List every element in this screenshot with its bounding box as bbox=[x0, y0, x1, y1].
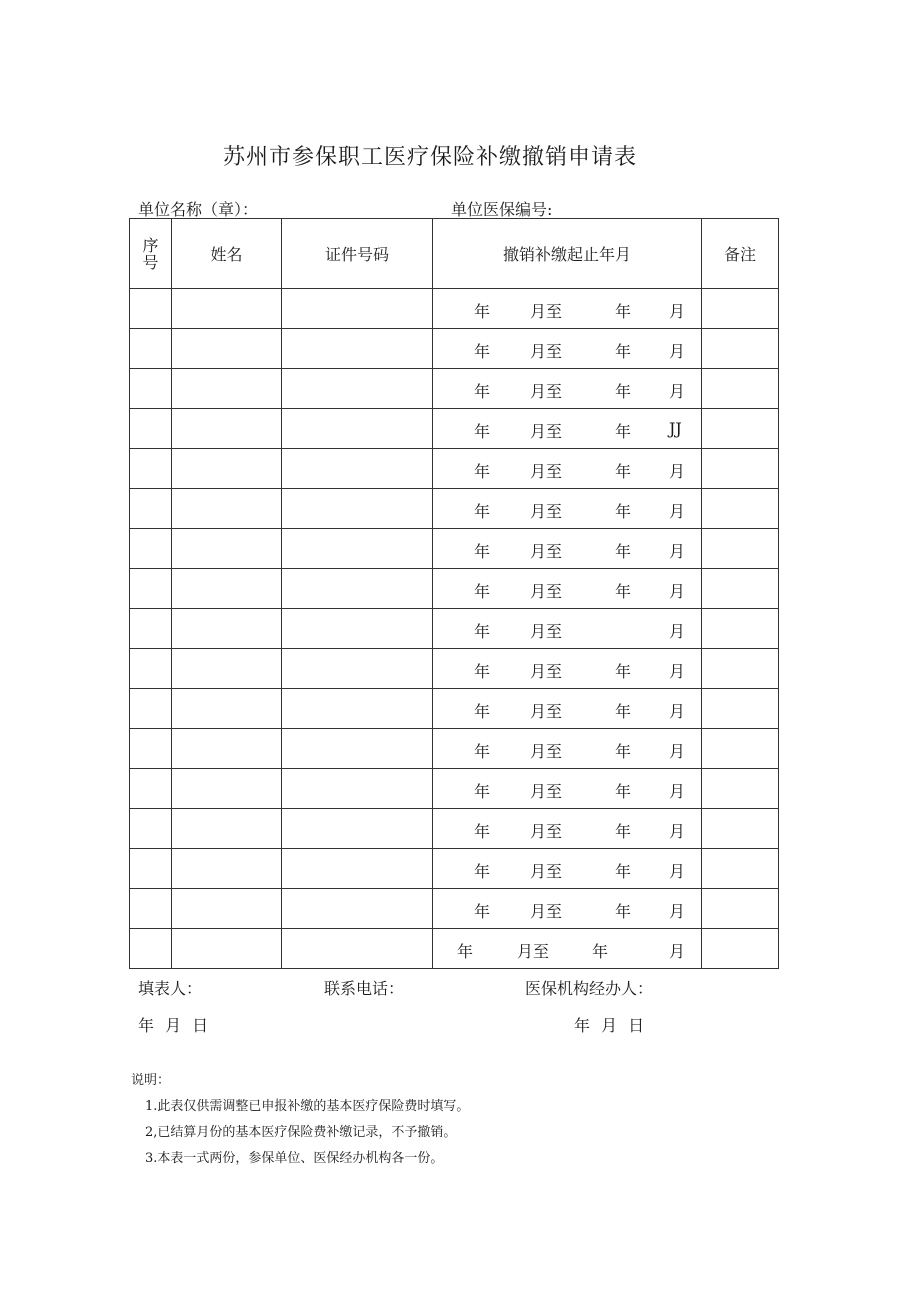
end-month-label: 月 bbox=[669, 742, 686, 761]
unit-code-label: 单位医保编号: bbox=[451, 200, 553, 219]
id-number-cell[interactable] bbox=[282, 569, 433, 609]
unit-name-label: 单位名称（章）： bbox=[138, 200, 259, 219]
id-number-cell[interactable] bbox=[282, 809, 433, 849]
table-row bbox=[130, 329, 779, 369]
end-year-label: 年 bbox=[615, 582, 632, 601]
end-month-label: 月 bbox=[669, 622, 686, 641]
id-number-cell[interactable] bbox=[282, 449, 433, 489]
id-number-cell[interactable] bbox=[282, 689, 433, 729]
table-row bbox=[130, 489, 779, 529]
notes bbox=[131, 1068, 469, 1172]
id-number-cell[interactable] bbox=[282, 729, 433, 769]
end-month-label: 月 bbox=[669, 782, 686, 801]
table-row bbox=[130, 689, 779, 729]
end-month-label: 月 bbox=[669, 902, 686, 921]
seq-cell[interactable] bbox=[130, 649, 172, 689]
end-year-label: 年 bbox=[615, 902, 632, 921]
id-number-cell[interactable] bbox=[282, 769, 433, 809]
period-cell[interactable] bbox=[433, 409, 702, 449]
start-month-label: 月至 bbox=[530, 382, 563, 401]
name-cell[interactable] bbox=[172, 329, 282, 369]
id-number-cell[interactable] bbox=[282, 369, 433, 409]
name-cell[interactable] bbox=[172, 369, 282, 409]
table-row bbox=[130, 769, 779, 809]
id-number-header: 证件号码 bbox=[282, 219, 433, 289]
name-header: 姓名 bbox=[172, 219, 282, 289]
remark-cell[interactable] bbox=[702, 769, 779, 809]
end-month-label: 月 bbox=[669, 382, 686, 401]
period-cell[interactable] bbox=[433, 769, 702, 809]
name-cell[interactable] bbox=[172, 929, 282, 969]
period-cell[interactable] bbox=[433, 929, 702, 969]
name-cell[interactable] bbox=[172, 809, 282, 849]
seq-cell[interactable] bbox=[130, 409, 172, 449]
id-number-cell[interactable] bbox=[282, 849, 433, 889]
end-month-label: 月 bbox=[669, 502, 686, 521]
start-year-label: 年 bbox=[474, 302, 491, 321]
id-number-cell[interactable] bbox=[282, 409, 433, 449]
end-year-label: 年 bbox=[615, 822, 632, 841]
end-year-label: 年 bbox=[615, 382, 632, 401]
seq-cell[interactable] bbox=[130, 369, 172, 409]
note-item: 2,已结算月份的基本医疗保险费补缴记录，不予撤销。 bbox=[145, 1125, 457, 1140]
seq-cell[interactable] bbox=[130, 569, 172, 609]
id-number-cell[interactable] bbox=[282, 289, 433, 329]
end-year-label: 年 bbox=[615, 462, 632, 481]
name-cell[interactable] bbox=[172, 289, 282, 329]
date-left: 年 月 日 bbox=[138, 1016, 209, 1035]
name-cell[interactable] bbox=[172, 529, 282, 569]
start-year-label: 年 bbox=[474, 542, 491, 561]
seq-cell[interactable] bbox=[130, 609, 172, 649]
phone-label: 联系电话： bbox=[324, 979, 405, 998]
end-year-label: 年 bbox=[615, 542, 632, 561]
start-month-label: 月至 bbox=[530, 542, 563, 561]
remark-cell[interactable] bbox=[702, 449, 779, 489]
end-month-label: 月 bbox=[669, 582, 686, 601]
table-row bbox=[130, 609, 779, 649]
period-cell[interactable] bbox=[433, 609, 702, 649]
end-month-label: 月 bbox=[669, 342, 686, 361]
start-month-label: 月至 bbox=[530, 902, 563, 921]
seq-cell[interactable] bbox=[130, 689, 172, 729]
end-year-label: 年 bbox=[615, 302, 632, 321]
end-month-label: 月 bbox=[669, 662, 686, 681]
start-year-label: 年 bbox=[457, 942, 474, 961]
seq-cell[interactable] bbox=[130, 529, 172, 569]
period-cell[interactable] bbox=[433, 849, 702, 889]
id-number-cell[interactable] bbox=[282, 889, 433, 929]
start-month-label: 月至 bbox=[530, 822, 563, 841]
name-cell[interactable] bbox=[172, 569, 282, 609]
remark-cell[interactable] bbox=[702, 489, 779, 529]
id-number-cell[interactable] bbox=[282, 489, 433, 529]
start-year-label: 年 bbox=[474, 822, 491, 841]
filler-label: 填表人： bbox=[138, 979, 203, 998]
end-year-label: 年 bbox=[615, 662, 632, 681]
start-year-label: 年 bbox=[474, 502, 491, 521]
start-month-label: 月至 bbox=[530, 502, 563, 521]
table-row bbox=[130, 409, 779, 449]
remark-cell[interactable] bbox=[702, 329, 779, 369]
seq-cell[interactable] bbox=[130, 329, 172, 369]
end-month-label: 月 bbox=[669, 302, 686, 321]
start-month-label: 月至 bbox=[530, 742, 563, 761]
start-year-label: 年 bbox=[474, 862, 491, 881]
id-number-cell[interactable] bbox=[282, 329, 433, 369]
table-row bbox=[130, 809, 779, 849]
notes-heading: 说明： bbox=[131, 1073, 171, 1088]
id-number-cell[interactable] bbox=[282, 529, 433, 569]
seq-cell[interactable] bbox=[130, 809, 172, 849]
seq-cell[interactable] bbox=[130, 489, 172, 529]
start-year-label: 年 bbox=[474, 702, 491, 721]
end-year-label: 年 bbox=[615, 702, 632, 721]
end-year-label: 年 bbox=[615, 742, 632, 761]
seq-cell[interactable] bbox=[130, 289, 172, 329]
end-year-label: 年 bbox=[615, 862, 632, 881]
table-row bbox=[130, 929, 779, 969]
id-number-cell[interactable] bbox=[282, 929, 433, 969]
remark-cell[interactable] bbox=[702, 289, 779, 329]
period-cell[interactable] bbox=[433, 289, 702, 329]
table-row bbox=[130, 889, 779, 929]
end-month-label: 月 bbox=[669, 462, 686, 481]
start-month-label: 月至 bbox=[530, 302, 563, 321]
start-month-label: 月至 bbox=[530, 342, 563, 361]
name-cell[interactable] bbox=[172, 889, 282, 929]
end-year-label: 年 bbox=[615, 342, 632, 361]
remark-cell[interactable] bbox=[702, 409, 779, 449]
name-cell[interactable] bbox=[172, 769, 282, 809]
period-cell[interactable] bbox=[433, 649, 702, 689]
name-cell[interactable] bbox=[172, 689, 282, 729]
table-row bbox=[130, 649, 779, 689]
id-number-cell[interactable] bbox=[282, 609, 433, 649]
remark-cell[interactable] bbox=[702, 689, 779, 729]
name-cell[interactable] bbox=[172, 449, 282, 489]
start-year-label: 年 bbox=[474, 422, 491, 441]
start-month-label: 月至 bbox=[530, 622, 563, 641]
table-row bbox=[130, 569, 779, 609]
remark-cell[interactable] bbox=[702, 729, 779, 769]
table-row bbox=[130, 369, 779, 409]
start-year-label: 年 bbox=[474, 622, 491, 641]
period-cell[interactable] bbox=[433, 489, 702, 529]
period-cell[interactable] bbox=[433, 729, 702, 769]
start-month-label: 月至 bbox=[530, 782, 563, 801]
period-cell[interactable] bbox=[433, 569, 702, 609]
remark-cell[interactable] bbox=[702, 609, 779, 649]
name-cell[interactable] bbox=[172, 409, 282, 449]
start-month-label: 月至 bbox=[530, 422, 563, 441]
handler-label: 医保机构经办人： bbox=[525, 979, 654, 998]
end-month-label: 月 bbox=[669, 542, 686, 561]
name-cell[interactable] bbox=[172, 489, 282, 529]
start-year-label: 年 bbox=[474, 782, 491, 801]
remark-cell[interactable] bbox=[702, 529, 779, 569]
start-month-label: 月至 bbox=[530, 862, 563, 881]
start-month-label: 月至 bbox=[517, 942, 550, 961]
form-title: 苏州市参保职工医疗保险补缴撤销申请表 bbox=[222, 145, 637, 170]
table-row bbox=[130, 289, 779, 329]
name-cell[interactable] bbox=[172, 609, 282, 649]
id-number-cell[interactable] bbox=[282, 649, 433, 689]
start-month-label: 月至 bbox=[530, 662, 563, 681]
remark-cell[interactable] bbox=[702, 569, 779, 609]
note-item: 1.此表仅供需调整已申报补缴的基本医疗保险费时填写。 bbox=[145, 1099, 470, 1114]
name-cell[interactable] bbox=[172, 649, 282, 689]
remark-cell[interactable] bbox=[702, 929, 779, 969]
remark-header: 备注 bbox=[702, 219, 779, 289]
remark-cell[interactable] bbox=[702, 369, 779, 409]
table-row bbox=[130, 849, 779, 889]
start-year-label: 年 bbox=[474, 742, 491, 761]
period-cell[interactable] bbox=[433, 369, 702, 409]
start-year-label: 年 bbox=[474, 382, 491, 401]
end-month-label: JJ bbox=[669, 419, 682, 438]
period-cell[interactable] bbox=[433, 889, 702, 929]
start-month-label: 月至 bbox=[530, 582, 563, 601]
period-cell[interactable] bbox=[433, 809, 702, 849]
end-month-label: 月 bbox=[669, 862, 686, 881]
start-year-label: 年 bbox=[474, 582, 491, 601]
seq-cell[interactable] bbox=[130, 449, 172, 489]
end-year-label: 年 bbox=[615, 782, 632, 801]
table-row bbox=[130, 529, 779, 569]
period-cell[interactable] bbox=[433, 529, 702, 569]
seq-cell[interactable] bbox=[130, 849, 172, 889]
end-month-label: 月 bbox=[669, 702, 686, 721]
name-cell[interactable] bbox=[172, 849, 282, 889]
end-year-label: 年 bbox=[615, 422, 632, 441]
remark-cell[interactable] bbox=[702, 849, 779, 889]
name-cell[interactable] bbox=[172, 729, 282, 769]
start-year-label: 年 bbox=[474, 342, 491, 361]
end-year-label: 年 bbox=[592, 942, 609, 961]
remark-cell[interactable] bbox=[702, 809, 779, 849]
table-row bbox=[130, 729, 779, 769]
date-right: 年 月 日 bbox=[574, 1016, 645, 1035]
cancellation-table bbox=[129, 218, 779, 969]
start-month-label: 月至 bbox=[530, 462, 563, 481]
seq-cell[interactable] bbox=[130, 929, 172, 969]
end-month-label: 月 bbox=[669, 822, 686, 841]
period-header: 撤销补缴起止年月 bbox=[433, 219, 702, 289]
period-cell[interactable] bbox=[433, 689, 702, 729]
note-item: 3.本表一式两份，参保单位、医保经办机构各一份。 bbox=[145, 1151, 444, 1166]
end-year-label: 年 bbox=[615, 502, 632, 521]
start-month-label: 月至 bbox=[530, 702, 563, 721]
seq-cell[interactable] bbox=[130, 769, 172, 809]
seq-header: 序 号 bbox=[130, 219, 172, 289]
table-header-row bbox=[130, 219, 779, 289]
period-cell[interactable] bbox=[433, 329, 702, 369]
table-row bbox=[130, 449, 779, 489]
end-month-label: 月 bbox=[669, 942, 686, 961]
seq-cell[interactable] bbox=[130, 889, 172, 929]
start-year-label: 年 bbox=[474, 902, 491, 921]
remark-cell[interactable] bbox=[702, 649, 779, 689]
remark-cell[interactable] bbox=[702, 889, 779, 929]
start-year-label: 年 bbox=[474, 462, 491, 481]
start-year-label: 年 bbox=[474, 662, 491, 681]
seq-cell[interactable] bbox=[130, 729, 172, 769]
period-cell[interactable] bbox=[433, 449, 702, 489]
